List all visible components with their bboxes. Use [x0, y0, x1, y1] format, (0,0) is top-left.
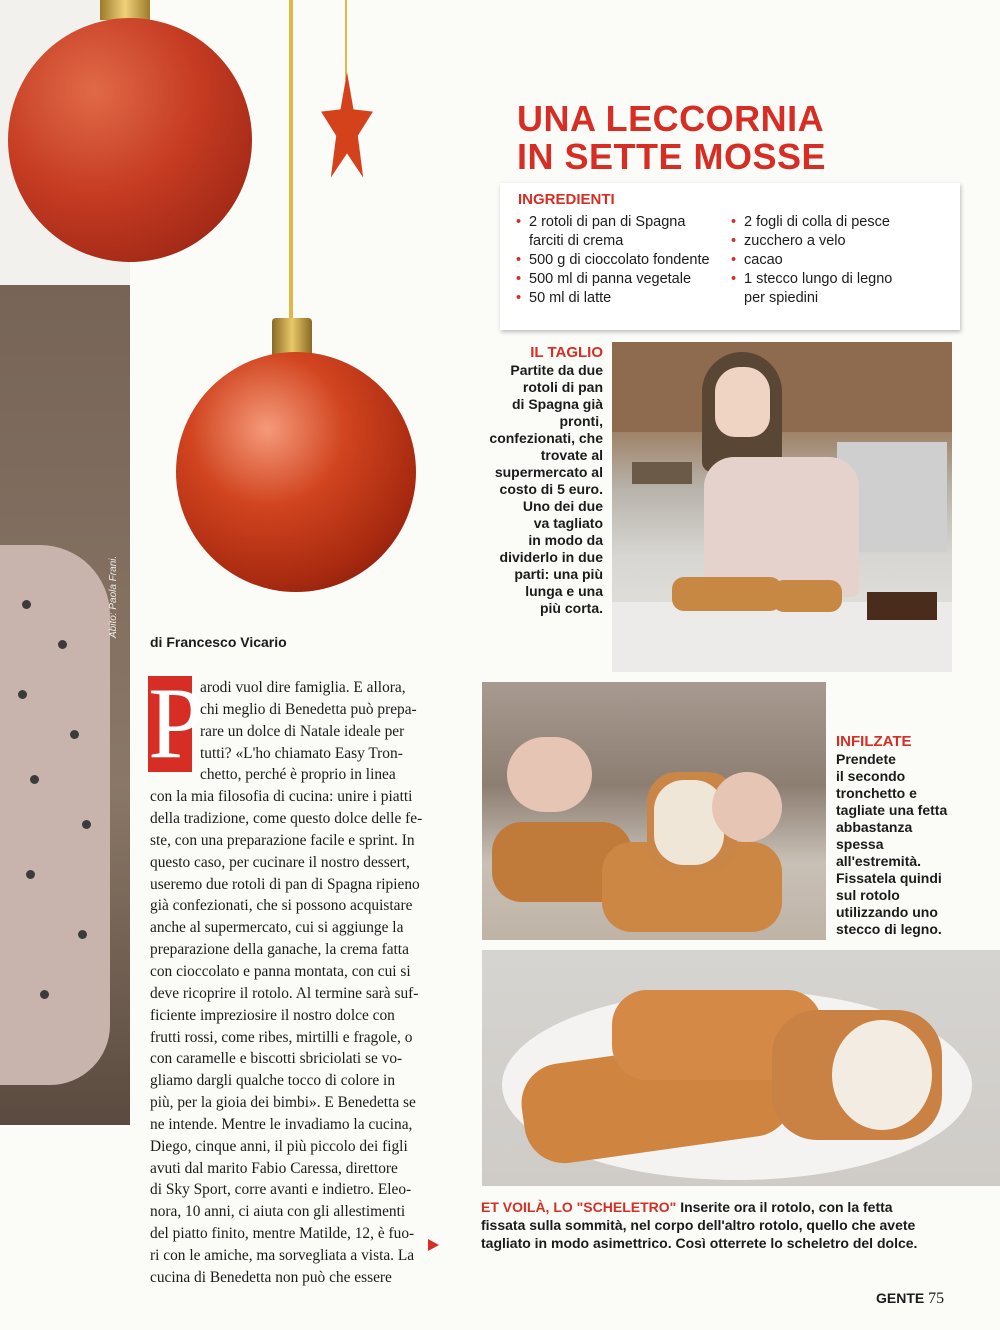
step1-caption [462, 344, 603, 617]
magazine-name: GENTE [876, 1290, 925, 1306]
ornament-string [289, 0, 293, 320]
text-line: tutti? «L'ho chiamato Easy Tron- [200, 744, 403, 762]
text-line: chetto, perché è proprio in linea [200, 766, 396, 784]
text-line: nora, 10 anni, ci aiuta con gli allestimenti [150, 1203, 406, 1221]
text-line: spessa [836, 836, 884, 852]
page-footer [876, 1290, 944, 1308]
text-line: lunga e una [525, 583, 603, 599]
page-title: UNA LECCORNIA IN SETTE MOSSE [517, 98, 827, 177]
text-line: abbastanza [836, 819, 913, 835]
text-line: preparazione della ganache, la crema fatta [150, 941, 409, 959]
text-line: tagliate una fetta [836, 802, 948, 818]
text-line: useremo due rotoli di pan di Spagna ripieno [150, 875, 420, 893]
list-item: • 2 rotoli di pan di Spagna [516, 213, 726, 232]
step3-heading: ET VOILÀ, LO "SCHELETRO" [481, 1199, 677, 1215]
photo-assembled-log [482, 950, 1000, 1186]
text-line: con la mia filosofia di cucina: unire i piatti [150, 788, 413, 806]
step2-heading: INFILZATE [836, 733, 912, 750]
text-line: costo di 5 euro. [499, 481, 603, 497]
ingredients-list-left [516, 213, 726, 308]
text-line: stecco di legno. [836, 921, 942, 937]
step3-text: tagliato in modo asimettrico. Così otterrete lo scheletro del dolce. [481, 1235, 918, 1251]
text-line: confezionati, che [489, 430, 603, 446]
text-line: all'estremità. [836, 853, 922, 869]
red-glitter-ornament [8, 18, 252, 262]
list-item: • 50 ml di latte [516, 289, 726, 308]
text-line: con caramelle e biscotti sbriciolati se vo- [150, 1050, 403, 1068]
text-line: già confezionati, che si possono acquistare [150, 897, 413, 915]
text-line: avuti dal marito Fabio Caressa, direttore [150, 1159, 398, 1177]
text-line: rare un dolce di Natale ideale per [200, 722, 405, 740]
drop-cap: P [148, 667, 205, 780]
text-line: ri con le amiche, ma sorvegliata a vista. La [150, 1246, 415, 1264]
text-line: Uno dei due [522, 498, 603, 514]
ornament-cap [100, 0, 150, 20]
list-item: • 500 ml di panna vegetale [516, 270, 726, 289]
red-star-ornament [320, 72, 374, 182]
text-line: supermercato al [494, 464, 603, 480]
text-line: dividerlo in due [499, 549, 603, 565]
text-line: del piatto finito, mentre Matilde, 12, è fuo- [150, 1225, 415, 1243]
list-item: • 1 stecco lungo di legno [731, 270, 951, 289]
text-line: parti: una più [514, 566, 603, 582]
article-body [148, 667, 444, 1289]
text-line: questo caso, per cucinare il nostro dessert, [150, 853, 410, 871]
photo-woman-cutting-roll [612, 342, 952, 672]
text-line: va tagliato [533, 515, 603, 531]
ingredients-heading: INGREDIENTI [518, 191, 615, 208]
text-line: arodi vuol dire famiglia. E allora, [200, 679, 406, 696]
text-line: rotoli di pan [522, 379, 603, 395]
ingredients-list-right [731, 213, 951, 308]
text-line: cucina di Benedetta non può che essere [150, 1268, 392, 1286]
red-glossy-ornament [176, 352, 416, 592]
text-line: sul rotolo [836, 887, 900, 903]
photo-credit: Abito: Paola Frani. [108, 555, 119, 638]
continue-arrow-icon [428, 1239, 439, 1251]
step1-text [462, 362, 603, 617]
text-line: pronti, [559, 413, 603, 429]
step3-text: fissata sulla sommità, nel corpo dell'altro rotolo, quello che avete [481, 1217, 916, 1233]
step2-caption [836, 733, 966, 938]
text-line: più corta. [539, 600, 603, 616]
step1-heading: IL TAGLIO [530, 344, 603, 361]
list-item: per spiedini [744, 290, 819, 306]
text-line: in modo da [528, 532, 603, 548]
byline: di Francesco Vicario [150, 634, 287, 650]
text-line: il secondo [836, 768, 906, 784]
list-item: • zucchero a velo [731, 232, 951, 251]
text-line: chi meglio di Benedetta può prepa- [200, 700, 417, 718]
text-line: più, per la gioia dei bimbi». E Benedetta se [150, 1094, 416, 1112]
text-line: anche al supermercato, cui si aggiunge la [150, 919, 404, 937]
text-line: Prendete [836, 751, 896, 767]
text-line: deve ricoprire il rotolo. Al termine sarà suf- [150, 984, 419, 1002]
list-item: • 500 g di cioccolato fondente [516, 251, 726, 270]
step2-text [836, 751, 966, 938]
text-line: frutti rossi, come ribes, mirtilli e fragole, o [150, 1028, 413, 1046]
text-line: utilizzando uno [836, 904, 938, 920]
list-item: farciti di crema [529, 233, 624, 249]
text-line: gliamo dargli qualche tocco di colore in [150, 1072, 396, 1090]
text-line: Diego, cinque anni, il più piccolo dei figli [150, 1137, 408, 1155]
text-line: di Sky Sport, corre avanti e indietro. Eleo- [150, 1181, 412, 1199]
text-line: ne intende. Mentre le invadiamo la cucina, [150, 1115, 413, 1133]
list-item: • 2 fogli di colla di pesce [731, 213, 951, 232]
text-line: ste, con una preparazione facile e sprint. In [150, 831, 415, 849]
text-line: trovate al [540, 447, 603, 463]
text-line: con cioccolato e panna montata, con cui si [150, 962, 411, 980]
ornament-string [345, 0, 347, 80]
photo-skewering-slice [482, 682, 826, 940]
step3-text: Inserite ora il rotolo, con la fetta [680, 1199, 893, 1215]
page-number: 75 [928, 1290, 945, 1307]
text-line: della tradizione, come questo dolce delle fe- [150, 810, 423, 828]
list-item: • cacao [731, 251, 951, 270]
text-line: ficiente impreziosire il nostro dolce con [150, 1006, 395, 1024]
step3-caption [481, 1198, 951, 1252]
text-line: Partite da due [510, 362, 603, 378]
text-line: di Spagna già [511, 396, 603, 412]
text-line: tronchetto e [836, 785, 917, 801]
text-line: Fissatela quindi [836, 870, 942, 886]
